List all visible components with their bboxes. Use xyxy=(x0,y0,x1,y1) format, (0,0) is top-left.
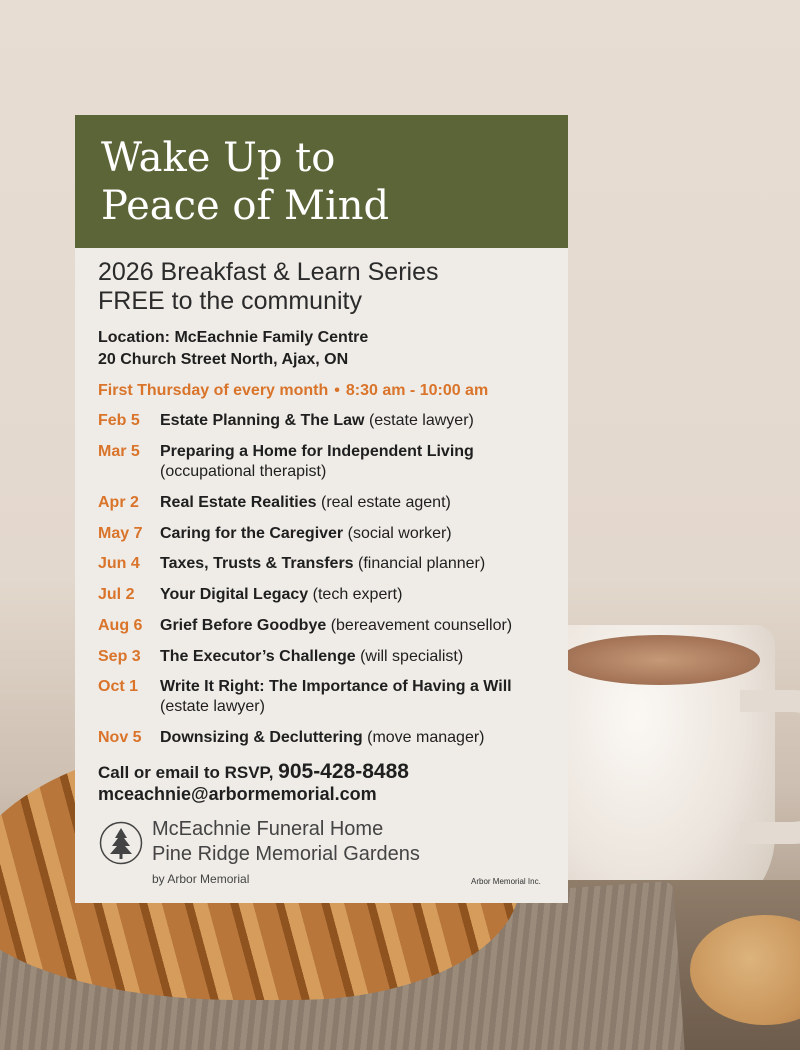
event-date: Jun 4 xyxy=(98,555,140,572)
event-title: Downsizing & Decluttering xyxy=(160,729,363,746)
rsvp-line xyxy=(98,760,409,784)
event-title: Caring for the Caregiver xyxy=(160,525,344,542)
event-speaker-role: (real estate agent) xyxy=(320,494,451,511)
event-date: Jul 2 xyxy=(98,586,135,603)
event-title: Grief Before Goodbye xyxy=(160,617,327,634)
event-date: May 7 xyxy=(98,525,143,542)
event-speaker-role: (social worker) xyxy=(347,525,452,542)
event-speaker-role: (tech expert) xyxy=(312,586,403,603)
event-speaker-role: (move manager) xyxy=(367,729,485,746)
tree-icon xyxy=(99,821,143,865)
brand-byline: by Arbor Memorial xyxy=(152,872,250,886)
headline-line-2: Peace of Mind xyxy=(101,183,390,229)
location-address: 20 Church Street North, Ajax, ON xyxy=(98,351,349,368)
event-speaker-role: (estate lawyer) xyxy=(368,412,474,429)
series-title: 2026 Breakfast & Learn Series xyxy=(98,258,439,286)
schedule-frequency: First Thursday of every month xyxy=(98,382,329,399)
event-date: Sep 3 xyxy=(98,648,141,665)
event-speaker-role: (financial planner) xyxy=(358,555,486,572)
event-title: Write It Right: The Importance of Having a Will xyxy=(160,678,512,695)
legal-text: Arbor Memorial Inc. xyxy=(471,877,541,886)
headline-line-1: Wake Up to xyxy=(101,135,336,181)
cup-handle xyxy=(740,690,800,844)
event-title: The Executor’s Challenge xyxy=(160,648,356,665)
location-venue: Location: McEachnie Family Centre xyxy=(98,329,369,346)
info-card xyxy=(75,115,568,903)
event-title: Preparing a Home for Independent Living xyxy=(160,443,474,460)
event-speaker-role: (bereavement counsellor) xyxy=(330,617,513,634)
event-date: Aug 6 xyxy=(98,617,143,634)
schedule-line xyxy=(98,382,488,400)
rsvp-text: Call or email to RSVP, xyxy=(98,763,274,782)
event-date: Feb 5 xyxy=(98,412,140,429)
event-date: Oct 1 xyxy=(98,678,139,695)
brand-line-2: Pine Ridge Memorial Gardens xyxy=(152,843,420,865)
schedule-time: 8:30 am - 10:00 am xyxy=(345,382,489,399)
brand-line-1: McEachnie Funeral Home xyxy=(152,818,384,840)
title-banner xyxy=(75,115,568,248)
rsvp-phone[interactable]: 905-428-8488 xyxy=(278,760,409,783)
event-speaker-role: (will specialist) xyxy=(360,648,464,665)
event-speaker-role: (estate lawyer) xyxy=(160,698,265,715)
bullet-separator: • xyxy=(334,382,340,399)
series-subtitle: FREE to the community xyxy=(98,287,362,315)
coffee-surface xyxy=(560,635,760,685)
event-title: Taxes, Trusts & Transfers xyxy=(160,555,354,572)
event-speaker-role: (occupational therapist) xyxy=(160,463,327,480)
event-title: Your Digital Legacy xyxy=(160,586,309,603)
event-date: Mar 5 xyxy=(98,443,140,460)
rsvp-email[interactable]: mceachnie@arbormemorial.com xyxy=(98,784,377,804)
event-title: Real Estate Realities xyxy=(160,494,317,511)
event-date: Nov 5 xyxy=(98,729,142,746)
event-title: Estate Planning & The Law xyxy=(160,412,365,429)
event-date: Apr 2 xyxy=(98,494,139,511)
